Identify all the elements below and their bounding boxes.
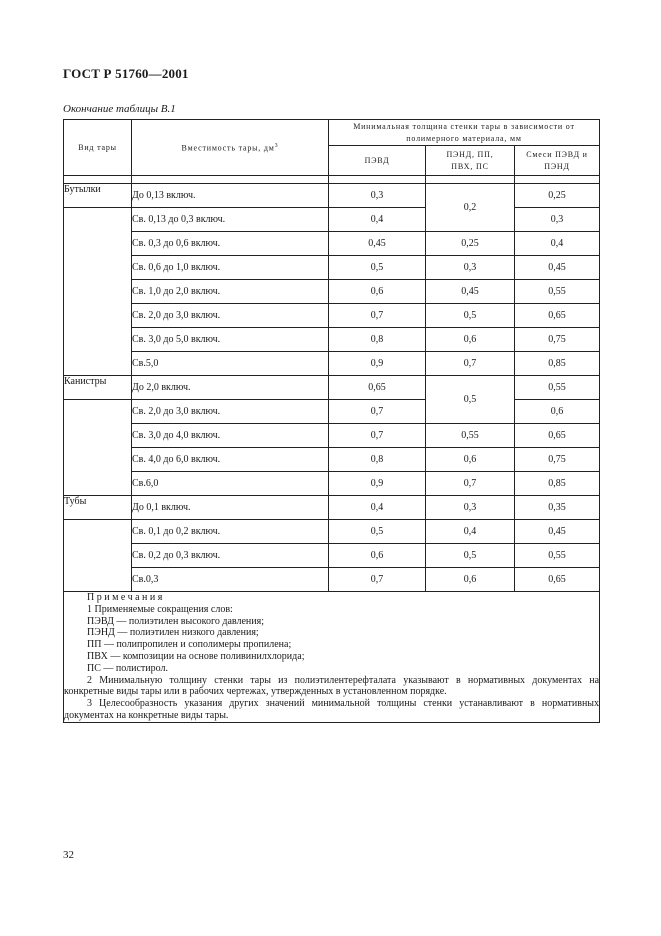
pend-cell: 0,55 [426, 424, 515, 448]
mix-cell: 0,25 [515, 184, 600, 208]
notes-block [64, 592, 600, 723]
capacity-cell: Св.0,3 [132, 568, 329, 592]
mix-cell: 0,75 [515, 448, 600, 472]
col-header-type: Вид тары [64, 120, 132, 176]
pend-cell: 0,6 [426, 328, 515, 352]
table-row [64, 208, 600, 232]
pend-cell: 0,5 [426, 376, 515, 424]
col-header-mix: Смеси ПЭВД и ПЭНД [515, 146, 600, 176]
table-row [64, 400, 600, 424]
tare-type-cell-continued [64, 256, 132, 280]
table-row [64, 448, 600, 472]
col-header-min-thickness: Минимальная толщина стенки тары в зависимости от полимерного материала, мм [329, 120, 600, 146]
pend-cell: 0,3 [426, 256, 515, 280]
thickness-table [63, 119, 600, 723]
pend-cell: 0,7 [426, 352, 515, 376]
table-row [64, 352, 600, 376]
table-row [64, 328, 600, 352]
pevd-cell: 0,8 [329, 448, 426, 472]
tare-type-cell-continued [64, 352, 132, 376]
tare-type-cell-continued [64, 544, 132, 568]
table-row [64, 376, 600, 400]
pevd-cell: 0,9 [329, 352, 426, 376]
col-header-pend: ПЭНД, ПП, ПВХ, ПС [426, 146, 515, 176]
page-number: 32 [63, 849, 74, 861]
capacity-cell: Св. 0,13 до 0,3 включ. [132, 208, 329, 232]
mix-cell: 0,65 [515, 304, 600, 328]
col-header-pevd: ПЭВД [329, 146, 426, 176]
table-row [64, 424, 600, 448]
note-abbr-pp: ПП — полипропилен и сополимеры пропилена; [87, 639, 292, 651]
table-row [64, 544, 600, 568]
table-row [64, 256, 600, 280]
col-header-capacity: Вместимость тары, $дм^3$ [132, 120, 329, 176]
tare-type-cell-continued [64, 520, 132, 544]
capacity-cell: Св.6,0 [132, 472, 329, 496]
table-row [64, 304, 600, 328]
table-caption: Окончание таблицы В.1 [63, 103, 176, 115]
tare-type-cell-continued [64, 424, 132, 448]
tare-type-cell-continued [64, 304, 132, 328]
capacity-cell: До 0,1 включ. [132, 496, 329, 520]
mix-cell: 0,55 [515, 376, 600, 400]
capacity-cell: Св. 3,0 до 4,0 включ. [132, 424, 329, 448]
table-row [64, 568, 600, 592]
pevd-cell: 0,4 [329, 496, 426, 520]
capacity-cell: Св. 2,0 до 3,0 включ. [132, 400, 329, 424]
pend-cell: 0,7 [426, 472, 515, 496]
pend-cell: 0,25 [426, 232, 515, 256]
table-row [64, 472, 600, 496]
mix-cell: 0,35 [515, 496, 600, 520]
note-abbr-pevd: ПЭВД — полиэтилен высокого давления; [87, 615, 264, 627]
note-1: 1 Применяемые сокращения слов: [87, 603, 233, 615]
table-row [64, 520, 600, 544]
capacity-cell: Св.5,0 [132, 352, 329, 376]
mix-cell: 0,65 [515, 424, 600, 448]
note-abbr-pvh: ПВХ — композиции на основе поливинилхлорида; [87, 650, 305, 662]
pevd-cell: 0,7 [329, 424, 426, 448]
pevd-cell: 0,4 [329, 208, 426, 232]
capacity-cell: Св. 0,2 до 0,3 включ. [132, 544, 329, 568]
tare-type-cell-continued [64, 208, 132, 232]
mix-cell: 0,55 [515, 544, 600, 568]
pend-cell: 0,5 [426, 304, 515, 328]
mix-cell: 0,45 [515, 520, 600, 544]
capacity-cell: Св. 1,0 до 2,0 включ. [132, 280, 329, 304]
pevd-cell: 0,5 [329, 256, 426, 280]
header-gap-row [64, 176, 600, 184]
tare-type-cell-continued [64, 400, 132, 424]
tare-type-cell: Бутылки [64, 184, 132, 208]
pevd-cell: 0,45 [329, 232, 426, 256]
pend-cell: 0,6 [426, 568, 515, 592]
capacity-cell: Св. 2,0 до 3,0 включ. [132, 304, 329, 328]
tare-type-cell: Канистры [64, 376, 132, 400]
pevd-cell: 0,7 [329, 568, 426, 592]
mix-cell: 0,3 [515, 208, 600, 232]
tare-type-cell-continued [64, 280, 132, 304]
pevd-cell: 0,7 [329, 400, 426, 424]
mix-cell: 0,4 [515, 232, 600, 256]
tare-type-cell-continued [64, 568, 132, 592]
mix-cell: 0,65 [515, 568, 600, 592]
pevd-cell: 0,9 [329, 472, 426, 496]
pevd-cell: 0,65 [329, 376, 426, 400]
tare-type-cell-continued [64, 472, 132, 496]
capacity-cell: До 2,0 включ. [132, 376, 329, 400]
document-header: ГОСТ Р 51760—2001 [63, 66, 189, 81]
pend-cell: 0,45 [426, 280, 515, 304]
capacity-cell: Св. 0,3 до 0,6 включ. [132, 232, 329, 256]
mix-cell: 0,55 [515, 280, 600, 304]
capacity-cell: Св. 0,1 до 0,2 включ. [132, 520, 329, 544]
pevd-cell: 0,8 [329, 328, 426, 352]
mix-cell: 0,85 [515, 472, 600, 496]
table-row [64, 496, 600, 520]
note-3: 3 Целесообразность указания других значений минимальной толщины стенки устанавливают в нормативных документах на конкретные виды тары. [64, 698, 600, 721]
pevd-cell: 0,7 [329, 304, 426, 328]
pend-cell: 0,6 [426, 448, 515, 472]
note-2: 2 Минимальную толщину стенки тары из полиэтилентерефталата указывают в нормативных документах на конкретные виды тары или в рабочих чертежах, утвержденных в установленном порядке. [64, 674, 600, 698]
note-abbr-ps: ПС — полистирол. [87, 662, 168, 674]
mix-cell: 0,85 [515, 352, 600, 376]
table-row [64, 184, 600, 208]
table-row [64, 232, 600, 256]
pend-cell: 0,5 [426, 544, 515, 568]
tare-type-cell-continued [64, 448, 132, 472]
mix-cell: 0,6 [515, 400, 600, 424]
capacity-cell: Св. 4,0 до 6,0 включ. [132, 448, 329, 472]
tare-type-cell-continued [64, 232, 132, 256]
capacity-cell: Св. 0,6 до 1,0 включ. [132, 256, 329, 280]
capacity-cell: До 0,13 включ. [132, 184, 329, 208]
pevd-cell: 0,5 [329, 520, 426, 544]
tare-type-cell-continued [64, 328, 132, 352]
mix-cell: 0,45 [515, 256, 600, 280]
table-row [64, 280, 600, 304]
pevd-cell: 0,6 [329, 280, 426, 304]
notes-title: Примечания [87, 592, 165, 603]
pend-cell: 0,4 [426, 520, 515, 544]
tare-type-cell: Тубы [64, 496, 132, 520]
pend-cell: 0,3 [426, 496, 515, 520]
mix-cell: 0,75 [515, 328, 600, 352]
pevd-cell: 0,6 [329, 544, 426, 568]
note-abbr-pend: ПЭНД — полиэтилен низкого давления; [87, 627, 259, 639]
capacity-cell: Св. 3,0 до 5,0 включ. [132, 328, 329, 352]
pend-cell: 0,2 [426, 184, 515, 232]
pevd-cell: 0,3 [329, 184, 426, 208]
